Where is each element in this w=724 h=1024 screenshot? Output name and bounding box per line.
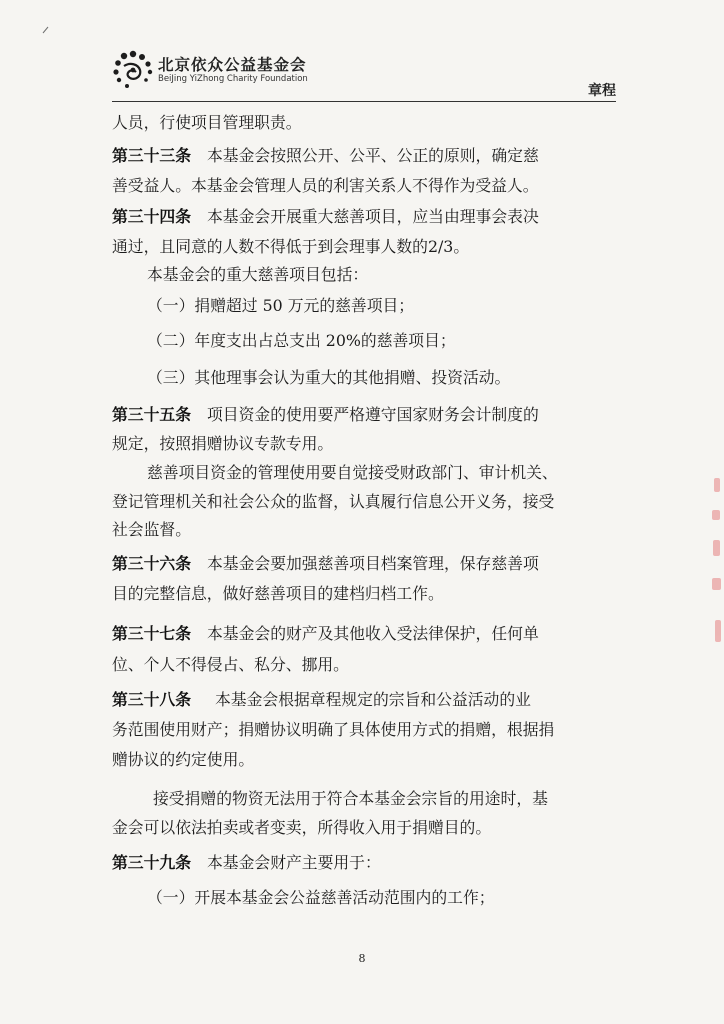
article-text: 项目资金的使用要严格遵守国家财务会计制度的 [207, 405, 539, 424]
article-37 [112, 624, 539, 644]
article-heading: 第三十四条 [112, 207, 191, 226]
article-36 [112, 554, 539, 574]
list-item: （三）其他理事会认为重大的其他捐赠、投资活动。 [147, 368, 511, 387]
list-item: （一）捐赠超过 50 万元的慈善项目； [147, 296, 415, 315]
text-line: 务范围使用财产；捐赠协议明确了具体使用方式的捐赠，根据捐 [112, 720, 555, 739]
article-34 [112, 207, 539, 227]
text-line: 接受捐赠的物资无法用于符合本基金会宗旨的用途时，基 [153, 789, 548, 808]
article-35 [112, 405, 539, 425]
article-heading: 第三十八条 [112, 690, 191, 709]
organization-name-en: BeiJing YiZhong Charity Foundation [158, 74, 308, 84]
header-divider [112, 101, 616, 102]
article-38 [112, 690, 531, 710]
organization-name-cn: 北京依众公益基金会 [158, 56, 307, 74]
text-line: 规定，按照捐赠协议专款专用。 [112, 434, 334, 453]
text-line: 赠协议的约定使用。 [112, 750, 255, 769]
article-text: 本基金会根据章程规定的宗旨和公益活动的业 [215, 690, 531, 709]
list-item: （二）年度支出占总支出 20%的慈善项目； [147, 331, 456, 350]
text-line: 本基金会的重大慈善项目包括： [147, 265, 369, 284]
article-heading: 第三十六条 [112, 554, 191, 573]
text-line: 位、个人不得侵占、私分、挪用。 [112, 655, 349, 674]
article-heading: 第三十七条 [112, 624, 191, 643]
text-line: 慈善项目资金的管理使用要自觉接受财政部门、审计机关、 [147, 463, 558, 482]
document-type-label: 章程 [588, 83, 616, 99]
article-text: 本基金会开展重大慈善项目，应当由理事会表决 [207, 207, 539, 226]
text-line: 金会可以依法拍卖或者变卖，所得收入用于捐赠目的。 [112, 818, 492, 837]
scan-speck-icon [42, 26, 52, 34]
article-heading: 第三十九条 [112, 853, 191, 872]
page-number: 8 [358, 952, 366, 965]
article-text: 本基金会按照公开、公平、公正的原则，确定慈 [207, 146, 539, 165]
list-item: （一）开展本基金会公益慈善活动范围内的工作； [147, 888, 495, 907]
article-33 [112, 146, 539, 166]
text-line: 社会监督。 [112, 520, 191, 539]
article-heading: 第三十三条 [112, 146, 191, 165]
text-line: 目的完整信息，做好慈善项目的建档归档工作。 [112, 584, 444, 603]
article-text: 本基金会的财产及其他收入受法律保护，任何单 [207, 624, 539, 643]
article-text: 本基金会财产主要用于： [207, 853, 381, 872]
article-heading: 第三十五条 [112, 405, 191, 424]
text-line: 人员，行使项目管理职责。 [112, 113, 302, 132]
document-header [112, 48, 616, 104]
text-line: 善受益人。本基金会管理人员的利害关系人不得作为受益人。 [112, 176, 539, 195]
article-text: 本基金会要加强慈善项目档案管理，保存慈善项 [207, 554, 539, 573]
article-39 [112, 853, 381, 873]
foundation-logo-icon [112, 50, 156, 90]
text-line: 通过，且同意的人数不得低于到会理事人数的2/3。 [112, 237, 470, 256]
seal-edge-icon [700, 470, 724, 660]
text-line: 登记管理机关和社会公众的监督，认真履行信息公开义务，接受 [112, 492, 555, 511]
